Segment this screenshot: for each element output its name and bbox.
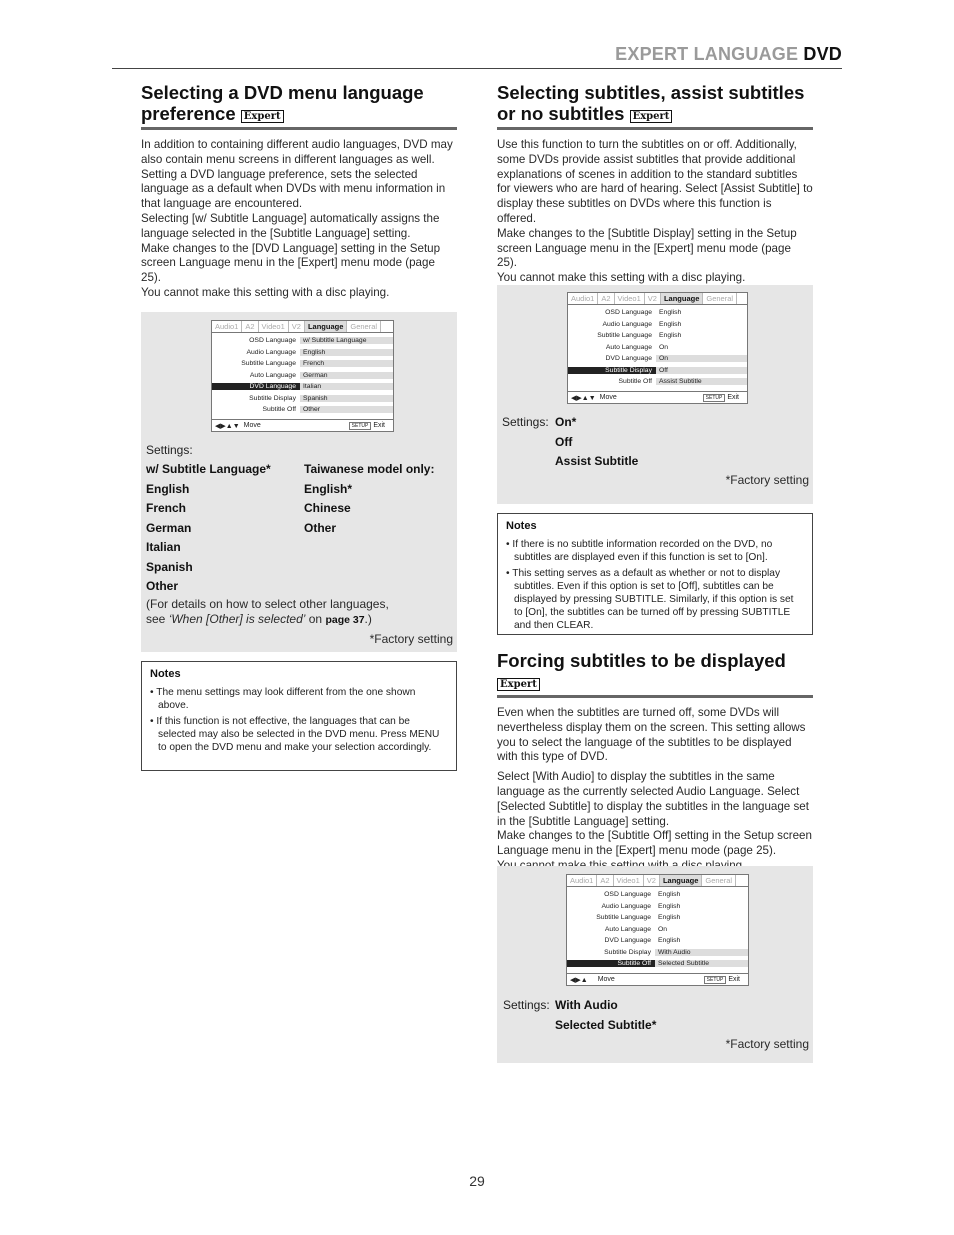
osd-tab-selected: Language (661, 293, 703, 304)
osd-tab: V2 (644, 875, 660, 886)
section-rule (497, 695, 813, 698)
note-item: • The menu settings may look different from the one shown above. (150, 687, 416, 712)
osd-row: Subtitle Language English (597, 332, 682, 340)
osd-tab: Video1 (614, 875, 644, 886)
expert-badge: Expert (497, 678, 540, 691)
osd-row: Subtitle Off Assist Subtitle (568, 376, 747, 388)
section-rule (141, 127, 457, 130)
osd-tab-selected: Language (305, 321, 347, 332)
osd-row: Audio Language English (601, 902, 681, 910)
osd-row: Audio Language English (602, 320, 682, 328)
osd-row: OSD Language English (604, 891, 681, 899)
settings-panel-menu-language (141, 312, 457, 652)
osd-tab: A2 (242, 321, 258, 332)
osd-tab: Audio1 (212, 321, 242, 332)
osd-tabs (567, 875, 748, 887)
paragraph: In addition to containing different audio languages, DVD may also contain menu screens in different languages as well. Setting a DVD language preference, sets the selected language as a default when DVDs with menu information in that language are encountered. (141, 138, 453, 211)
osd-tabs (568, 293, 747, 305)
factory-setting-note: *Factory setting (369, 632, 453, 646)
osd-row: OSD Language w/ Subtitle Language (212, 335, 393, 347)
note-item: • If this function is not effective, the languages that can be selected may also be selected in the DVD menu. Press MENU to open the DVD menu and make your selection accordingly. (150, 715, 440, 754)
osd-screen (566, 874, 749, 986)
osd-tab-selected: Language (660, 875, 702, 886)
expert-badge: Expert (241, 110, 284, 123)
paragraph: You cannot make this setting with a disc playing. (141, 285, 390, 299)
osd-screen (567, 292, 748, 404)
right-column-forcing (497, 650, 813, 874)
osd-tab: V2 (289, 321, 305, 332)
osd-row: Subtitle Language French (212, 358, 393, 370)
paragraph: Make changes to the [Subtitle Off] setting in the Setup screen Language menu in the [Expert] menu mode (page 25). (497, 829, 812, 858)
header-section: EXPERT LANGUAGE (615, 44, 799, 64)
osd-row: Subtitle Language English (596, 914, 681, 922)
osd-footer: ◀▶▲▼ Move SETUP Exit (212, 419, 393, 431)
paragraph: Even when the subtitles are turned off, some DVDs will nevertheless display them on the screen. This setting allows you to select the language of the subtitles to be displayed with this type of DVD. (497, 706, 806, 764)
osd-tab: A2 (597, 875, 613, 886)
paragraph: Make changes to the [DVD Language] setting in the Setup screen Language menu in the [Expert] menu mode (page 25). (141, 241, 441, 285)
osd-tab: General (347, 321, 381, 332)
osd-tab: General (702, 875, 736, 886)
notes-box-right (497, 513, 813, 635)
paragraph: Use this function to turn the subtitles on or off. Additionally, some DVDs provide assist subtitles that provide additional explanations of scenes in addition to the standard subtitles for viewers who are hard of hearing. Select [Assist Subtitle] to display these subtitles on DVDs where this function is offered. (497, 138, 813, 225)
section-rule (497, 127, 813, 130)
osd-row: DVD Language On (568, 353, 747, 365)
section-body (141, 138, 457, 301)
header-rule (112, 68, 842, 69)
left-column (141, 82, 457, 301)
settings-panel-forcing (497, 866, 813, 1063)
page-header (615, 44, 842, 65)
arrow-keys-icon: ◀▶▲▼ (215, 422, 240, 430)
osd-row: Audio Language English (212, 347, 393, 359)
settings-options: w/ Subtitle Language* English French German Italian Spanish Other (146, 462, 271, 593)
osd-row-selected: DVD Language Italian (212, 381, 393, 393)
settings-options: On* Off Assist Subtitle (555, 415, 639, 468)
settings-panel-subtitles (497, 285, 813, 504)
osd-row-selected: Subtitle Display Off (568, 365, 747, 377)
setup-key-icon: SETUP (349, 422, 372, 430)
other-language-note: (For details on how to select other languages, see ‘When [Other] is selected’ on page 37.) (146, 597, 389, 626)
arrow-keys-icon: ◀▶▲▼ (571, 394, 596, 402)
note-item: • If there is no subtitle information recorded on the DVD, no subtitles are displayed even if this function is set to [On]. (506, 539, 773, 564)
paragraph: Select [With Audio] to display the subtitles in the same language as the currently selected Audio Language. Select [Selected Subtitle] to display the subtitles in the language set in the [Subtitle Language] setting. (497, 770, 809, 828)
osd-row: Subtitle Display With Audio (567, 947, 748, 959)
osd-row: Subtitle Off Other (212, 404, 393, 416)
osd-row: Subtitle Display Spanish (212, 393, 393, 405)
osd-row: DVD Language English (604, 937, 681, 945)
osd-tab: Audio1 (567, 875, 597, 886)
osd-row: Auto Language On (604, 925, 668, 933)
section-body (497, 138, 813, 286)
osd-tab: Video1 (615, 293, 645, 304)
page-number: 29 (469, 1173, 485, 1189)
setup-key-icon: SETUP (703, 394, 726, 402)
settings-label: Settings: (146, 443, 193, 457)
settings-label: Settings: (503, 998, 550, 1012)
osd-row: Auto Language On (605, 343, 669, 351)
settings-options: With Audio Selected Subtitle* (555, 998, 657, 1032)
section-title-menu-language: Selecting a DVD menu language preference Expert (141, 82, 424, 124)
factory-setting-note: *Factory setting (725, 1037, 809, 1051)
osd-row: Auto Language German (212, 370, 393, 382)
osd-screen (211, 320, 394, 432)
osd-footer: ◀▶▲ Move SETUP Exit (567, 973, 748, 985)
expert-badge: Expert (630, 110, 673, 123)
header-dvd: DVD (803, 44, 842, 64)
osd-tabs (212, 321, 393, 333)
osd-row-selected: Subtitle Off Selected Subtitle (567, 958, 748, 970)
paragraph: Make changes to the [Subtitle Display] setting in the Setup screen Language menu in the [Expert] menu mode (page 25). (497, 226, 797, 270)
osd-tab: V2 (645, 293, 661, 304)
notes-title: Notes (150, 668, 181, 680)
factory-setting-note: *Factory setting (725, 473, 809, 487)
osd-tab: Video1 (259, 321, 289, 332)
osd-tab: A2 (598, 293, 614, 304)
osd-footer: ◀▶▲▼ Move SETUP Exit (568, 391, 747, 403)
osd-row: OSD Language English (605, 309, 682, 317)
right-column-subtitles (497, 82, 813, 286)
section-title-subtitles: Selecting subtitles, assist subtitles or no subtitles Expert (497, 82, 805, 124)
arrow-keys-icon: ◀▶▲ (570, 976, 588, 984)
notes-title: Notes (506, 520, 537, 532)
settings-label: Settings: (502, 415, 549, 429)
setup-key-icon: SETUP (704, 976, 727, 984)
notes-box-left (141, 661, 457, 771)
settings-options-taiwan: Taiwanese model only: English* Chinese Other (304, 462, 435, 535)
paragraph: Selecting [w/ Subtitle Language] automatically assigns the language selected in the [Subtitle Language] setting. (141, 211, 440, 240)
osd-tab: General (703, 293, 737, 304)
section-body (497, 706, 813, 874)
note-item: • This setting serves as a default as whether or not to display subtitles. Even if this option is set to [Off], subtitles can be displayed by pressing SUBTITLE. Similarly, if this option is set to [On], the subtitles can be turned off by pressing SUBTITLE and then CLEAR. (506, 567, 794, 632)
paragraph: You cannot make this setting with a disc playing. (497, 271, 746, 285)
section-title-forcing: Forcing subtitles to be displayed Expert (497, 650, 786, 690)
osd-tab: Audio1 (568, 293, 598, 304)
